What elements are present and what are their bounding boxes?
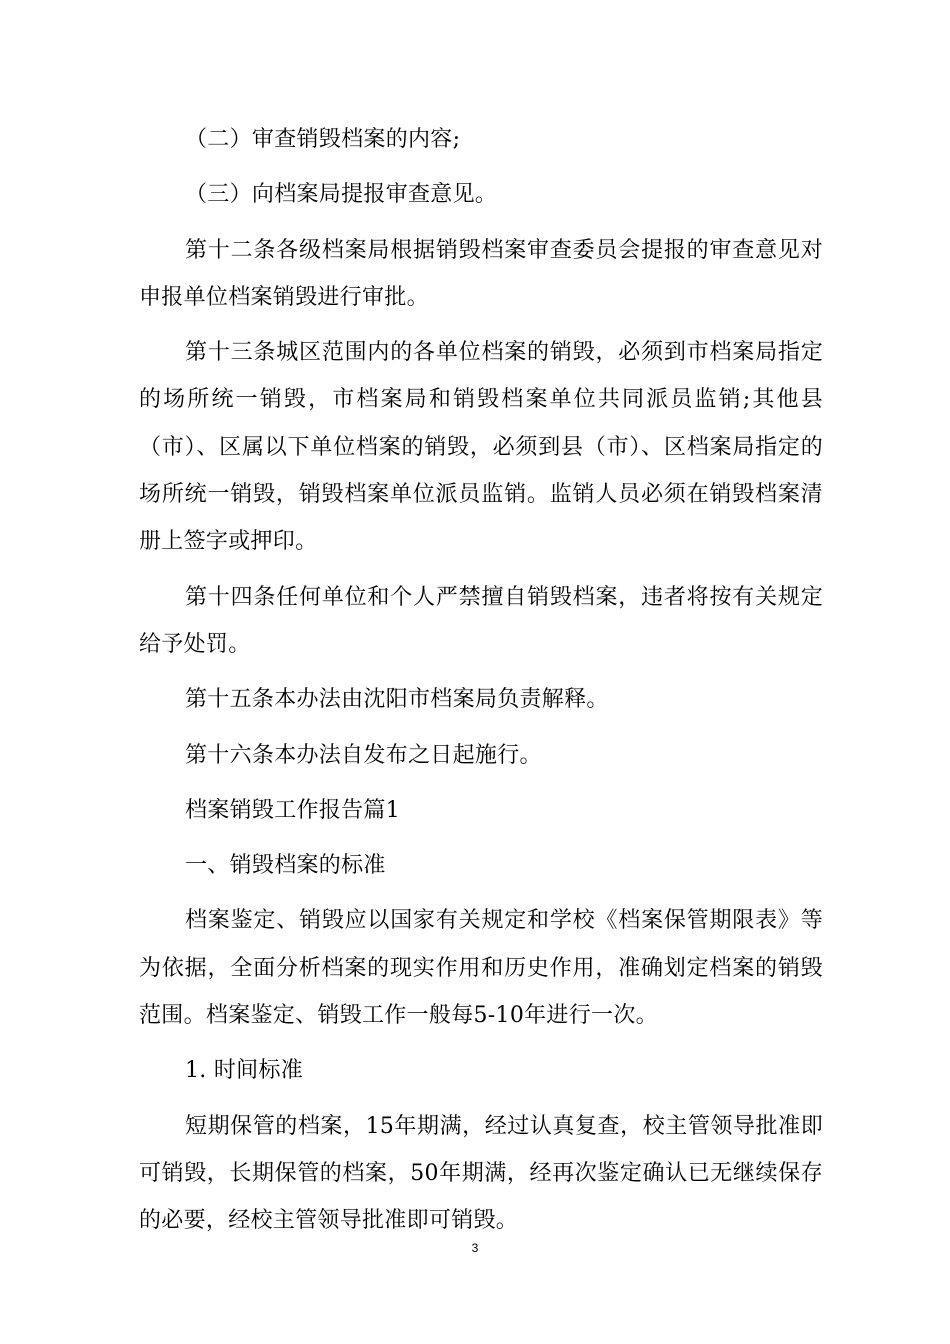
- subheading-time-standard: 1. 时间标准: [185, 1058, 304, 1084]
- paragraph-standards-basis: 档案鉴定、销毁应以国家有关规定和学校《档案保管期限表》等为依据，全面分析档案的现实作用和历史作用，准确划定档案的销毁范围。档案鉴定、销毁工作一般每5-10年进行一次。: [139, 908, 823, 1029]
- paragraph-article-16: 第十六条本办法自发布之日起施行。: [185, 742, 542, 768]
- section-heading-report: 档案销毁工作报告篇1: [185, 797, 400, 823]
- section-heading-standards: 一、销毁档案的标准: [185, 853, 386, 879]
- paragraph-submit-opinion: （三）向档案局提报审查意见。: [185, 182, 498, 208]
- paragraph-article-14: 第十四条任何单位和个人严禁擅自销毁档案，违者将按有关规定给予处罚。: [139, 584, 823, 657]
- paragraph-article-15: 第十五条本办法由沈阳市档案局负责解释。: [185, 687, 609, 713]
- paragraph-article-13: 第十三条城区范围内的各单位档案的销毁，必须到市档案局指定的场所统一销毁，市档案局和销毁档案单位共同派员监销;其他县（市）、区属以下单位档案的销毁，必须到县（市）、区档案局指定的场所统一销毁，销毁档案单位派员监销。监销人员必须在销毁档案清册上签字或押印。: [139, 340, 823, 555]
- paragraph-review-content: （二）审查销毁档案的内容;: [185, 127, 461, 152]
- document-body: [139, 116, 823, 1253]
- page-number: 3: [471, 1241, 479, 1255]
- paragraph-article-12: 第十二条各级档案局根据销毁档案审查委员会提报的审查意见对申报单位档案销毁进行审批。: [139, 237, 823, 310]
- paragraph-retention-periods: 短期保管的档案，15年期满，经过认真复查，校主管领导批准即可销毁，长期保管的档案，50年期满，经再次鉴定确认已无继续保存的必要，经校主管领导批准即可销毁。: [139, 1113, 823, 1234]
